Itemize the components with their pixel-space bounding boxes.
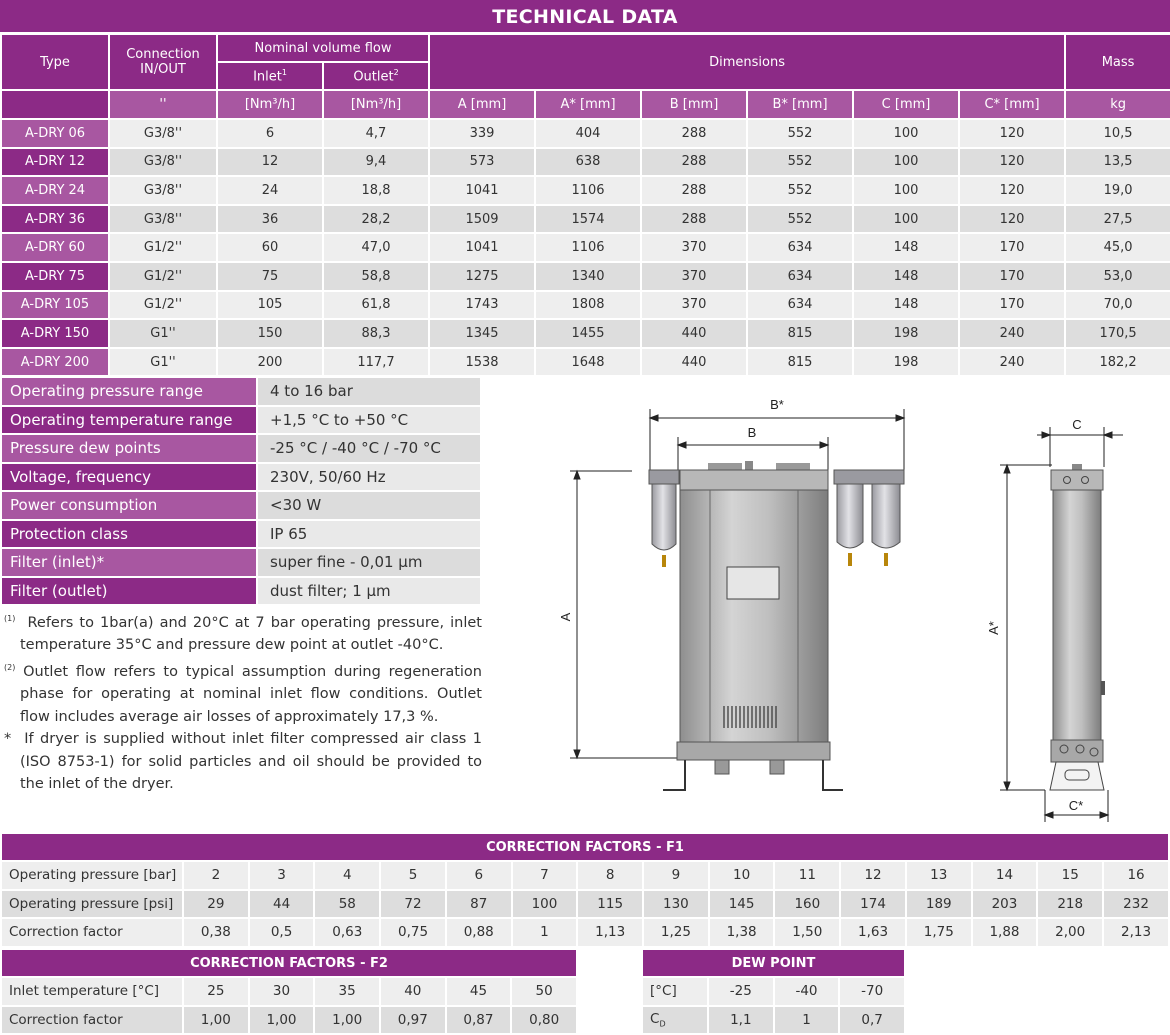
table-row xyxy=(1,291,1170,320)
spec-row xyxy=(1,434,481,463)
value-cell: 13 xyxy=(906,861,972,890)
spec-row xyxy=(1,463,481,492)
value-cell: 189 xyxy=(906,890,972,919)
value-cell: 25 xyxy=(183,977,249,1006)
label-c-star: C* xyxy=(1068,798,1084,813)
cell-type: A-DRY 60 xyxy=(1,233,109,262)
cell-connection: G1'' xyxy=(109,319,217,348)
cell-dim-c: 148 xyxy=(853,233,959,262)
cell-type: A-DRY 105 xyxy=(1,291,109,320)
cell-dim-b: 288 xyxy=(641,205,747,234)
cell-dim-a-star: 1340 xyxy=(535,262,641,291)
cell-mass: 27,5 xyxy=(1065,205,1170,234)
spec-label: Filter (outlet) xyxy=(1,577,257,606)
header-inlet: Inlet$^1$ xyxy=(217,62,323,90)
cell-dim-b-star: 815 xyxy=(747,348,853,377)
footnote-2: $^{(2)}$ Outlet flow refers to typical assumption during regeneration phase for operating at nominal inlet flow conditions. Outlet flow includes average air losses of approximately 17,3 %. xyxy=(4,662,482,725)
cell-dim-a: 1041 xyxy=(429,233,535,262)
row-label xyxy=(1,918,183,947)
cell-inlet: 105 xyxy=(217,291,323,320)
header-outlet-unit: [Nm³/h] xyxy=(323,90,429,119)
cell-connection: G1'' xyxy=(109,348,217,377)
cell-inlet: 12 xyxy=(217,148,323,177)
cell-mass: 70,0 xyxy=(1065,291,1170,320)
value-cell: 1,50 xyxy=(774,918,840,947)
value-cell: 5 xyxy=(380,861,446,890)
cell-dim-b-star: 634 xyxy=(747,233,853,262)
value-cell: 0,5 xyxy=(249,918,315,947)
footnotes xyxy=(4,608,482,796)
cell-outlet: 28,2 xyxy=(323,205,429,234)
value-cell: 2,00 xyxy=(1037,918,1103,947)
cell-dim-a: 1538 xyxy=(429,348,535,377)
footnote-asterisk: * If dryer is supplied without inlet filter compressed air class 1 (ISO 8753-1) for solid particles and oil should be provided to the inlet of the dryer. xyxy=(4,731,483,793)
value-cell: -40 xyxy=(774,977,840,1006)
header-dim-c-star: C* [mm] xyxy=(959,90,1065,119)
value-cell: 203 xyxy=(972,890,1038,919)
spec-label: Operating temperature range xyxy=(1,406,257,435)
value-cell: 30 xyxy=(249,977,315,1006)
cell-dim-b: 370 xyxy=(641,291,747,320)
cell-connection: G3/8'' xyxy=(109,148,217,177)
value-cell: 16 xyxy=(1103,861,1169,890)
cell-dim-c: 100 xyxy=(853,205,959,234)
value-cell: 12 xyxy=(840,861,906,890)
cell-outlet: 88,3 xyxy=(323,319,429,348)
cell-dim-c-star: 240 xyxy=(959,319,1065,348)
cell-dim-c: 100 xyxy=(853,176,959,205)
value-cell: 218 xyxy=(1037,890,1103,919)
cell-dim-b: 370 xyxy=(641,233,747,262)
value-cell: 3 xyxy=(249,861,315,890)
cell-connection: G1/2'' xyxy=(109,262,217,291)
cell-inlet: 6 xyxy=(217,119,323,148)
label-a-star: A* xyxy=(986,621,1001,635)
cell-mass: 182,2 xyxy=(1065,348,1170,377)
value-cell: 100 xyxy=(512,890,578,919)
table-row xyxy=(642,977,905,1006)
spec-label: Operating pressure range xyxy=(1,377,257,406)
cell-dim-a: 1743 xyxy=(429,291,535,320)
value-cell: 174 xyxy=(840,890,906,919)
header-dim-b: B [mm] xyxy=(641,90,747,119)
footnote-1: $^{(1)}$ Refers to 1bar(a) and 20°C at 7 bar operating pressure, inlet temperature 35°C and pressure dew point at outlet -40°C. xyxy=(4,614,482,654)
table-row xyxy=(1,348,1170,377)
cell-dim-a: 573 xyxy=(429,148,535,177)
value-cell: -25 xyxy=(708,977,774,1006)
cell-dim-a: 1275 xyxy=(429,262,535,291)
row-label-text: Operating pressure [psi] xyxy=(9,895,174,912)
cell-type: A-DRY 200 xyxy=(1,348,109,377)
spec-label: Protection class xyxy=(1,520,257,549)
technical-data-table xyxy=(0,33,1170,377)
cell-inlet: 24 xyxy=(217,176,323,205)
spec-label: Power consumption xyxy=(1,491,257,520)
spec-row xyxy=(1,577,481,606)
cell-type: A-DRY 24 xyxy=(1,176,109,205)
cell-connection: G3/8'' xyxy=(109,205,217,234)
header-mass: Mass xyxy=(1065,34,1170,90)
value-cell: 0,80 xyxy=(511,1006,577,1035)
row-label xyxy=(642,1006,708,1035)
cell-dim-c-star: 240 xyxy=(959,348,1065,377)
correction-factors-f2-table xyxy=(0,948,578,1035)
value-cell: 72 xyxy=(380,890,446,919)
table-row xyxy=(642,1006,905,1035)
value-cell: 29 xyxy=(183,890,249,919)
label-b: B xyxy=(747,425,757,440)
cell-dim-a: 1345 xyxy=(429,319,535,348)
cell-dim-a: 1509 xyxy=(429,205,535,234)
cell-connection: G1/2'' xyxy=(109,233,217,262)
spec-label: Filter (inlet)* xyxy=(1,548,257,577)
header-dimensions: Dimensions xyxy=(429,34,1065,90)
cell-dim-b-star: 552 xyxy=(747,119,853,148)
a-star-dimension xyxy=(1000,465,1052,790)
cell-dim-c: 100 xyxy=(853,148,959,177)
specifications-table xyxy=(0,376,482,606)
cell-dim-c: 100 xyxy=(853,119,959,148)
cell-dim-b: 288 xyxy=(641,148,747,177)
dew-point-title: DEW POINT xyxy=(642,949,905,977)
technical-data-title: TECHNICAL DATA xyxy=(0,0,1170,32)
c-dimension xyxy=(1037,427,1123,467)
spec-row xyxy=(1,520,481,549)
cell-mass: 13,5 xyxy=(1065,148,1170,177)
cell-dim-a-star: 638 xyxy=(535,148,641,177)
value-cell: 58 xyxy=(314,890,380,919)
spec-row xyxy=(1,406,481,435)
cell-dim-c: 198 xyxy=(853,319,959,348)
header-nominal-flow: Nominal volume flow xyxy=(217,34,429,62)
header-dim-a-star: A* [mm] xyxy=(535,90,641,119)
value-cell: 11 xyxy=(774,861,840,890)
header-dim-c: C [mm] xyxy=(853,90,959,119)
cell-dim-c: 198 xyxy=(853,348,959,377)
cell-inlet: 200 xyxy=(217,348,323,377)
value-cell: 232 xyxy=(1103,890,1169,919)
value-cell: 1,00 xyxy=(249,1006,315,1035)
value-cell: 1,00 xyxy=(183,1006,249,1035)
cell-dim-b: 370 xyxy=(641,262,747,291)
header-type-unit xyxy=(1,90,109,119)
spec-value: +1,5 °C to +50 °C xyxy=(257,406,481,435)
row-label-text: [°C] xyxy=(650,983,677,1000)
value-cell: 130 xyxy=(643,890,709,919)
row-label-text: Inlet temperature [°C] xyxy=(9,983,160,1000)
value-cell: 50 xyxy=(511,977,577,1006)
cell-dim-c: 148 xyxy=(853,291,959,320)
spec-value: super fine - 0,01 μm xyxy=(257,548,481,577)
dryer-front-view xyxy=(649,461,904,790)
value-cell: 14 xyxy=(972,861,1038,890)
spec-row xyxy=(1,377,481,406)
value-cell: 10 xyxy=(709,861,775,890)
cell-inlet: 75 xyxy=(217,262,323,291)
cell-type: A-DRY 06 xyxy=(1,119,109,148)
cell-outlet: 4,7 xyxy=(323,119,429,148)
cell-dim-a-star: 1106 xyxy=(535,176,641,205)
cell-dim-a: 1041 xyxy=(429,176,535,205)
cell-dim-c-star: 170 xyxy=(959,291,1065,320)
value-cell: 44 xyxy=(249,890,315,919)
table-row xyxy=(1,119,1170,148)
table-row xyxy=(1,176,1170,205)
cell-dim-b-star: 552 xyxy=(747,205,853,234)
value-cell: 115 xyxy=(577,890,643,919)
row-label xyxy=(1,890,183,919)
value-cell: 0,88 xyxy=(446,918,512,947)
value-cell: 145 xyxy=(709,890,775,919)
cell-dim-a-star: 1648 xyxy=(535,348,641,377)
table-row xyxy=(1,977,577,1006)
header-connection-unit: '' xyxy=(109,90,217,119)
cell-dim-c-star: 170 xyxy=(959,262,1065,291)
cell-dim-c-star: 120 xyxy=(959,119,1065,148)
cell-mass: 45,0 xyxy=(1065,233,1170,262)
value-cell: 0,87 xyxy=(446,1006,512,1035)
spec-value: -25 °C / -40 °C / -70 °C xyxy=(257,434,481,463)
row-label-text: Operating pressure [bar] xyxy=(9,867,177,884)
cell-outlet: 9,4 xyxy=(323,148,429,177)
value-cell: 45 xyxy=(446,977,512,1006)
cell-outlet: 117,7 xyxy=(323,348,429,377)
cell-inlet: 60 xyxy=(217,233,323,262)
cell-mass: 10,5 xyxy=(1065,119,1170,148)
cell-outlet: 58,8 xyxy=(323,262,429,291)
value-cell: 15 xyxy=(1037,861,1103,890)
value-cell: 0,38 xyxy=(183,918,249,947)
value-cell: 6 xyxy=(446,861,512,890)
dryer-side-view xyxy=(1050,464,1105,790)
row-label-sub: D xyxy=(659,1019,666,1029)
value-cell: 1,88 xyxy=(972,918,1038,947)
header-connection: Connection IN/OUT xyxy=(109,34,217,90)
cell-dim-a: 339 xyxy=(429,119,535,148)
cell-type: A-DRY 36 xyxy=(1,205,109,234)
cell-dim-c-star: 170 xyxy=(959,233,1065,262)
spec-label: Voltage, frequency xyxy=(1,463,257,492)
row-label-text: C xyxy=(650,1010,660,1027)
spec-value: 4 to 16 bar xyxy=(257,377,481,406)
cell-dim-b-star: 552 xyxy=(747,176,853,205)
table-row xyxy=(1,262,1170,291)
value-cell: 1,00 xyxy=(314,1006,380,1035)
cell-inlet: 150 xyxy=(217,319,323,348)
cell-mass: 19,0 xyxy=(1065,176,1170,205)
value-cell: 87 xyxy=(446,890,512,919)
table-row xyxy=(1,205,1170,234)
value-cell: 0,63 xyxy=(314,918,380,947)
cell-connection: G3/8'' xyxy=(109,176,217,205)
value-cell: -70 xyxy=(839,977,905,1006)
value-cell: 0,75 xyxy=(380,918,446,947)
spec-row xyxy=(1,548,481,577)
dew-point-table xyxy=(641,948,906,1035)
spec-row xyxy=(1,491,481,520)
cell-connection: G3/8'' xyxy=(109,119,217,148)
f2-title: CORRECTION FACTORS - F2 xyxy=(1,949,577,977)
value-cell: 1,25 xyxy=(643,918,709,947)
spec-label: Pressure dew points xyxy=(1,434,257,463)
dryer-dimension-drawing xyxy=(540,385,1150,830)
cell-dim-b: 288 xyxy=(641,176,747,205)
spec-value: 230V, 50/60 Hz xyxy=(257,463,481,492)
value-cell: 1,1 xyxy=(708,1006,774,1035)
cell-mass: 53,0 xyxy=(1065,262,1170,291)
header-inlet-unit: [Nm³/h] xyxy=(217,90,323,119)
label-c: C xyxy=(1072,417,1082,432)
cell-dim-a-star: 404 xyxy=(535,119,641,148)
cell-mass: 170,5 xyxy=(1065,319,1170,348)
value-cell: 1 xyxy=(512,918,578,947)
spec-value: IP 65 xyxy=(257,520,481,549)
value-cell: 9 xyxy=(643,861,709,890)
table-row xyxy=(1,1006,577,1035)
label-b-star: B* xyxy=(770,397,784,412)
cell-type: A-DRY 12 xyxy=(1,148,109,177)
cell-dim-b-star: 552 xyxy=(747,148,853,177)
cell-dim-c-star: 120 xyxy=(959,176,1065,205)
cell-dim-b-star: 634 xyxy=(747,262,853,291)
table-row xyxy=(1,918,1169,947)
cell-outlet: 47,0 xyxy=(323,233,429,262)
cell-dim-b: 288 xyxy=(641,119,747,148)
value-cell: 2,13 xyxy=(1103,918,1169,947)
value-cell: 2 xyxy=(183,861,249,890)
header-mass-unit: kg xyxy=(1065,90,1170,119)
cell-connection: G1/2'' xyxy=(109,291,217,320)
value-cell: 1 xyxy=(774,1006,840,1035)
spec-value: dust filter; 1 μm xyxy=(257,577,481,606)
row-label xyxy=(1,1006,183,1035)
spec-value: <30 W xyxy=(257,491,481,520)
cell-outlet: 61,8 xyxy=(323,291,429,320)
header-dim-a: A [mm] xyxy=(429,90,535,119)
row-label xyxy=(1,977,183,1006)
row-label-text: Correction factor xyxy=(9,1011,123,1028)
value-cell: 1,13 xyxy=(577,918,643,947)
cell-dim-b: 440 xyxy=(641,348,747,377)
cell-dim-a-star: 1808 xyxy=(535,291,641,320)
cell-dim-c-star: 120 xyxy=(959,205,1065,234)
value-cell: 35 xyxy=(314,977,380,1006)
value-cell: 1,75 xyxy=(906,918,972,947)
table-row xyxy=(1,890,1169,919)
row-label xyxy=(642,977,708,1006)
cell-dim-a-star: 1455 xyxy=(535,319,641,348)
cell-type: A-DRY 75 xyxy=(1,262,109,291)
cell-dim-a-star: 1106 xyxy=(535,233,641,262)
header-type: Type xyxy=(1,34,109,90)
cell-dim-b-star: 634 xyxy=(747,291,853,320)
value-cell: 40 xyxy=(380,977,446,1006)
cell-outlet: 18,8 xyxy=(323,176,429,205)
row-label xyxy=(1,861,183,890)
table-row xyxy=(1,319,1170,348)
correction-factors-f1-table xyxy=(0,832,1170,948)
value-cell: 0,97 xyxy=(380,1006,446,1035)
value-cell: 8 xyxy=(577,861,643,890)
table-row xyxy=(1,148,1170,177)
table-row xyxy=(1,233,1170,262)
label-a: A xyxy=(558,612,573,622)
table-row xyxy=(1,861,1169,890)
header-dim-b-star: B* [mm] xyxy=(747,90,853,119)
cell-dim-a-star: 1574 xyxy=(535,205,641,234)
value-cell: 4 xyxy=(314,861,380,890)
cell-dim-b: 440 xyxy=(641,319,747,348)
header-outlet: Outlet$^2$ xyxy=(323,62,429,90)
value-cell: 1,63 xyxy=(840,918,906,947)
value-cell: 1,38 xyxy=(709,918,775,947)
value-cell: 0,7 xyxy=(839,1006,905,1035)
value-cell: 7 xyxy=(512,861,578,890)
cell-dim-c-star: 120 xyxy=(959,148,1065,177)
cell-type: A-DRY 150 xyxy=(1,319,109,348)
row-label-text: Correction factor xyxy=(9,924,123,941)
cell-dim-c: 148 xyxy=(853,262,959,291)
value-cell: 160 xyxy=(774,890,840,919)
cell-inlet: 36 xyxy=(217,205,323,234)
f1-title: CORRECTION FACTORS - F1 xyxy=(1,833,1169,861)
cell-dim-b-star: 815 xyxy=(747,319,853,348)
